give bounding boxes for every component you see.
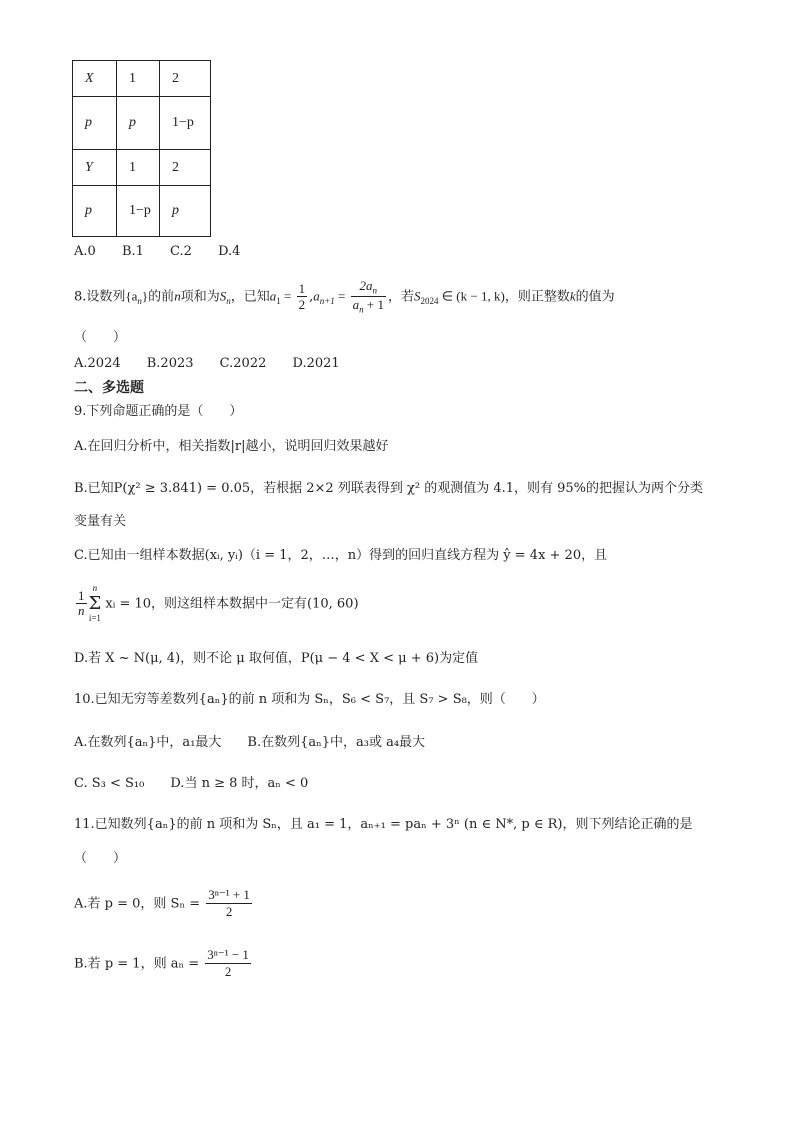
q9-option-c: C.已知由一组样本数据(xᵢ, yᵢ)（i = 1，2，…，n）得到的回归直线方程为 ŷ = 4x + 20，且 xyxy=(74,548,608,563)
table-cell: 1−p xyxy=(160,97,211,150)
option-d: D.4 xyxy=(218,244,241,259)
option-d: D.2021 xyxy=(292,356,340,371)
q11-option-a: A.若 p = 0，则 Sₙ = $\frac{\text{3ⁿ⁻¹ + 1}}{2}$ xyxy=(74,887,250,920)
q9-option-a: A.在回归分析中，相关指数|r|越小，说明回归效果越好 xyxy=(74,439,389,454)
q8-paren: （ ） xyxy=(74,330,127,345)
q11-stem: 11.已知数列{aₙ}的前 n 项和为 Sₙ，且 a₁ = 1，aₙ₊₁ = paₙ + 3ⁿ (n ∈ N*, p ∈ R)，则下列结论正确的是 xyxy=(74,817,693,832)
fraction-half: $\frac{1}{2}$ xyxy=(298,280,306,313)
table-cell: 2 xyxy=(160,150,211,186)
table-cell: p xyxy=(73,97,117,150)
fraction-recurrence: $\frac{2a_n}{a_n + 1}$ xyxy=(352,278,384,315)
q9-option-c-cont: $\frac{1}{n}$ n Σ i=1 xᵢ = 10，则这组样本数据中一定有(10, 60) xyxy=(78,583,359,623)
table-cell: 1−p xyxy=(117,186,160,237)
q7-options xyxy=(74,245,262,258)
q10-options-cd: C. S₃ < S₁₀ D.当 n ≥ 8 时，aₙ < 0 xyxy=(74,776,309,791)
q10-options-ab: A.在数列{aₙ}中，a₁最大 B.在数列{aₙ}中，a₃或 a₄最大 xyxy=(74,735,426,750)
table-cell: 1 xyxy=(117,150,160,186)
distribution-table xyxy=(72,60,211,237)
table-cell: p xyxy=(117,97,160,150)
q11-paren: （ ） xyxy=(74,851,127,866)
q9-option-b: B.已知P(χ² ≥ 3.841) = 0.05，若根据 2×2 列联表得到 χ² 的观测值为 4.1，则有 95%的把握认为两个分类 xyxy=(74,481,704,496)
fraction-option-a: $\frac{\text{3ⁿ⁻¹ + 1}}{2}$ xyxy=(208,887,250,920)
table-cell: X xyxy=(73,61,117,97)
section-heading: 二、多选题 xyxy=(74,380,144,396)
table-cell: Y xyxy=(73,150,117,186)
table-cell: 2 xyxy=(160,61,211,97)
table-cell: p xyxy=(160,186,211,237)
q9-stem: 9.下列命题正确的是（ ） xyxy=(74,404,243,419)
q9-option-b-cont: 变量有关 xyxy=(74,514,127,529)
q11-option-b: B.若 p = 1，则 aₙ = $\frac{\text{3ⁿ⁻¹ − 1}}{2}$ xyxy=(74,947,249,980)
fraction-option-b: $\frac{\text{3ⁿ⁻¹ − 1}}{2}$ xyxy=(207,947,249,980)
q8-stem: 8.设数列$\{a_n\}$的前n项和为$S_n$，已知$a_1$ = $\frac{1}{2}$ $,a_{n+1}$ = $\frac{2a_n}{a_n + 1}$ ，若$S_{2024}$ ∈ (k − 1, k)，则正整数k的值为 xyxy=(74,278,615,315)
option-a: A.2024 xyxy=(74,356,121,371)
summation-symbol: n Σ i=1 xyxy=(88,583,102,623)
q10-stem: 10.已知无穷等差数列{aₙ}的前 n 项和为 Sₙ，S₆ < S₇，且 S₇ > S₈，则（ ） xyxy=(74,692,545,707)
option-a: A.0 xyxy=(74,244,96,259)
table-cell: 1 xyxy=(117,61,160,97)
option-b: B.2023 xyxy=(146,356,194,371)
fraction-one-over-n: $\frac{1}{n}$ xyxy=(78,588,85,619)
table-cell: p xyxy=(73,186,117,237)
option-b: B.1 xyxy=(121,244,144,259)
option-c: C.2022 xyxy=(219,356,267,371)
option-c: C.2 xyxy=(170,244,192,259)
q9-option-d: D.若 X ~ N(μ, 4)，则不论 μ 取何值，P(μ − 4 < X < μ + 6)为定值 xyxy=(74,651,479,666)
q8-options xyxy=(74,357,362,370)
